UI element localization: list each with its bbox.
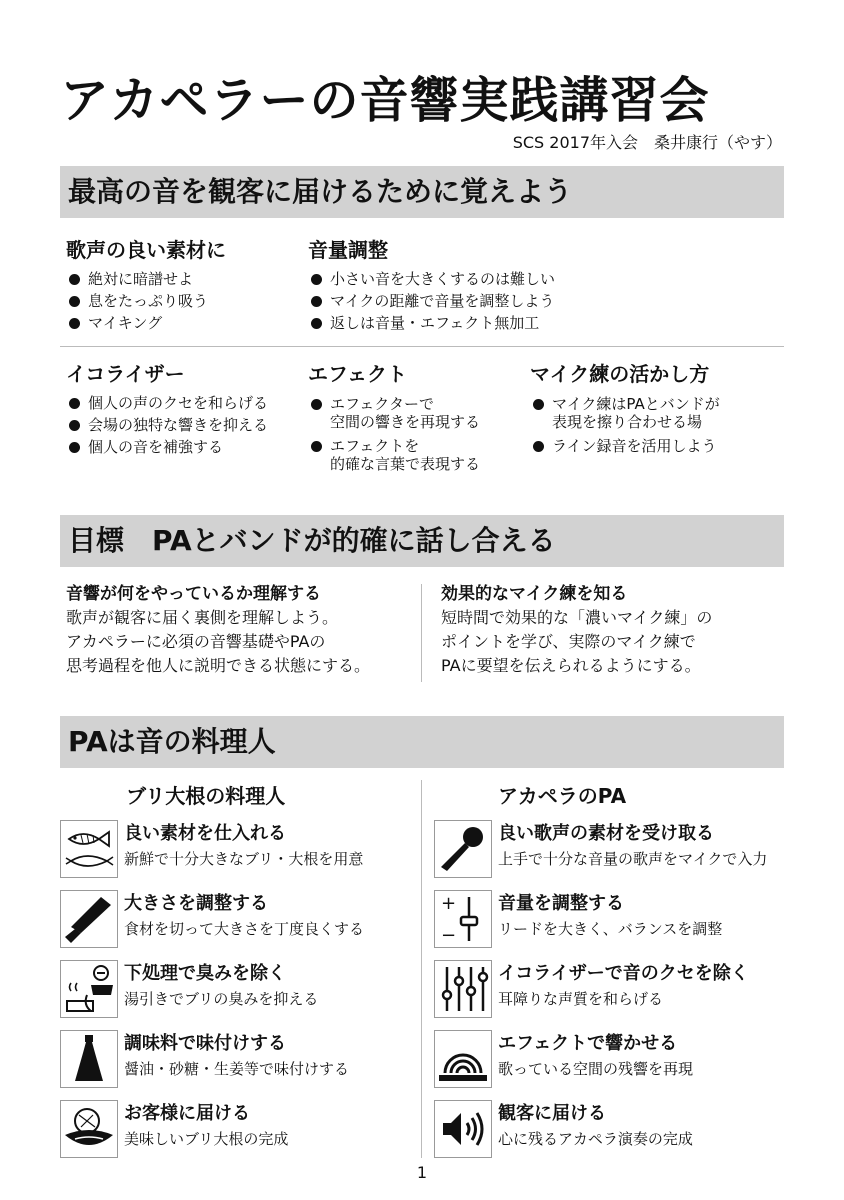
cook-column-title: ブリ大根の料理人 — [126, 784, 286, 808]
list-item: 息をたっぷり吸う — [66, 290, 208, 312]
section1-heading: 最高の音を観客に届けるために覚えよう — [60, 166, 784, 218]
svg-text:+: + — [441, 893, 457, 914]
equalizer-icon — [434, 960, 492, 1018]
group-volume-title: 音量調整 — [308, 238, 388, 262]
group-eq-title: イコライザー — [66, 362, 185, 386]
group-effect-title: エフェクト — [308, 362, 407, 386]
page-title: アカペラーの音響実践講習会 — [60, 72, 710, 129]
section3-heading: PAは音の料理人 — [60, 716, 784, 768]
cook-row: 調味料で味付けする 醤油・砂糖・生姜等で味付けする — [60, 1030, 410, 1090]
cook-row: 大きさを調整する 食材を切って大きさを丁度良くする — [60, 890, 410, 950]
group-effect-list — [308, 395, 480, 479]
dish-icon — [60, 1100, 118, 1158]
soy-sauce-icon — [60, 1030, 118, 1088]
list-item: 個人の声のクセを和らげる — [66, 392, 268, 414]
list-item: 絶対に暗譜せよ — [66, 268, 208, 290]
cook-row: 良い素材を仕入れる 新鮮で十分大きなブリ・大根を用意 — [60, 820, 410, 880]
section2-heading: 目標 PAとバンドが的確に話し合える — [60, 515, 784, 567]
cook-row: 下処理で臭みを除く 湯引きでブリの臭みを抑える — [60, 960, 410, 1020]
pa-row: 良い歌声の素材を受け取る 上手で十分な音量の歌声をマイクで入力 — [434, 820, 814, 880]
list-item: エフェクターで 空間の響きを再現する — [308, 395, 480, 431]
goal-right-title: 効果的なマイク練を知る — [441, 584, 628, 604]
boiling-pot-icon — [60, 960, 118, 1018]
list-item: 小さい音を大きくするのは難しい — [308, 268, 555, 290]
fish-radish-icon — [60, 820, 118, 878]
list-item: 個人の音を補強する — [66, 436, 268, 458]
goal-left-text: 歌声が観客に届く裏側を理解しよう。 アカペラーに必須の音響基礎やPAの 思考過程を他人に説明できる状態にする。 — [66, 608, 371, 675]
page-number: 1 — [416, 1163, 428, 1182]
list-item: マイク練はPAとバンドが 表現を擦り合わせる場 — [530, 395, 720, 431]
list-item: エフェクトを 的確な言葉で表現する — [308, 437, 480, 473]
group-eq-list — [66, 392, 268, 458]
pa-row: イコライザーで音のクセを除く 耳障りな声質を和らげる — [434, 960, 814, 1020]
pa-row: + − 音量を調整する リードを大きく、バランスを調整 — [434, 890, 814, 950]
list-item: マイキング — [66, 312, 208, 334]
svg-text:−: − — [441, 925, 457, 946]
reverb-icon — [434, 1030, 492, 1088]
group-mic-practice-title: マイク練の活かし方 — [530, 362, 710, 386]
author-line: SCS 2017年入会 桑井康行（やす） — [512, 133, 782, 152]
cook-row: お客様に届ける 美味しいブリ大根の完成 — [60, 1100, 410, 1160]
list-item: マイクの距離で音量を調整しよう — [308, 290, 555, 312]
goal-left-title: 音響が何をやっているか理解する — [66, 584, 321, 604]
group-vocal-title: 歌声の良い素材に — [66, 238, 226, 262]
speaker-icon — [434, 1100, 492, 1158]
goal-right-text: 短時間で効果的な「濃いマイク練」の ポイントを学び、実際のマイク練で PAに要望を伝えられるようにする。 — [441, 608, 713, 675]
list-item: ライン録音を活用しよう — [530, 437, 720, 455]
group-volume-list — [308, 268, 555, 334]
knife-icon — [60, 890, 118, 948]
group-mic-practice-list — [530, 395, 720, 461]
divider — [60, 346, 784, 347]
pa-row: 観客に届ける 心に残るアカペラ演奏の完成 — [434, 1100, 814, 1160]
vertical-divider — [421, 584, 422, 682]
list-item: 会場の独特な響きを抑える — [66, 414, 268, 436]
microphone-icon — [434, 820, 492, 878]
list-item: 返しは音量・エフェクト無加工 — [308, 312, 555, 334]
pa-row: エフェクトで響かせる 歌っている空間の残響を再現 — [434, 1030, 814, 1090]
pa-column-title: アカペラのPA — [498, 784, 627, 808]
group-vocal-list — [66, 268, 208, 334]
volume-fader-icon — [434, 890, 492, 948]
vertical-divider — [421, 780, 422, 1158]
